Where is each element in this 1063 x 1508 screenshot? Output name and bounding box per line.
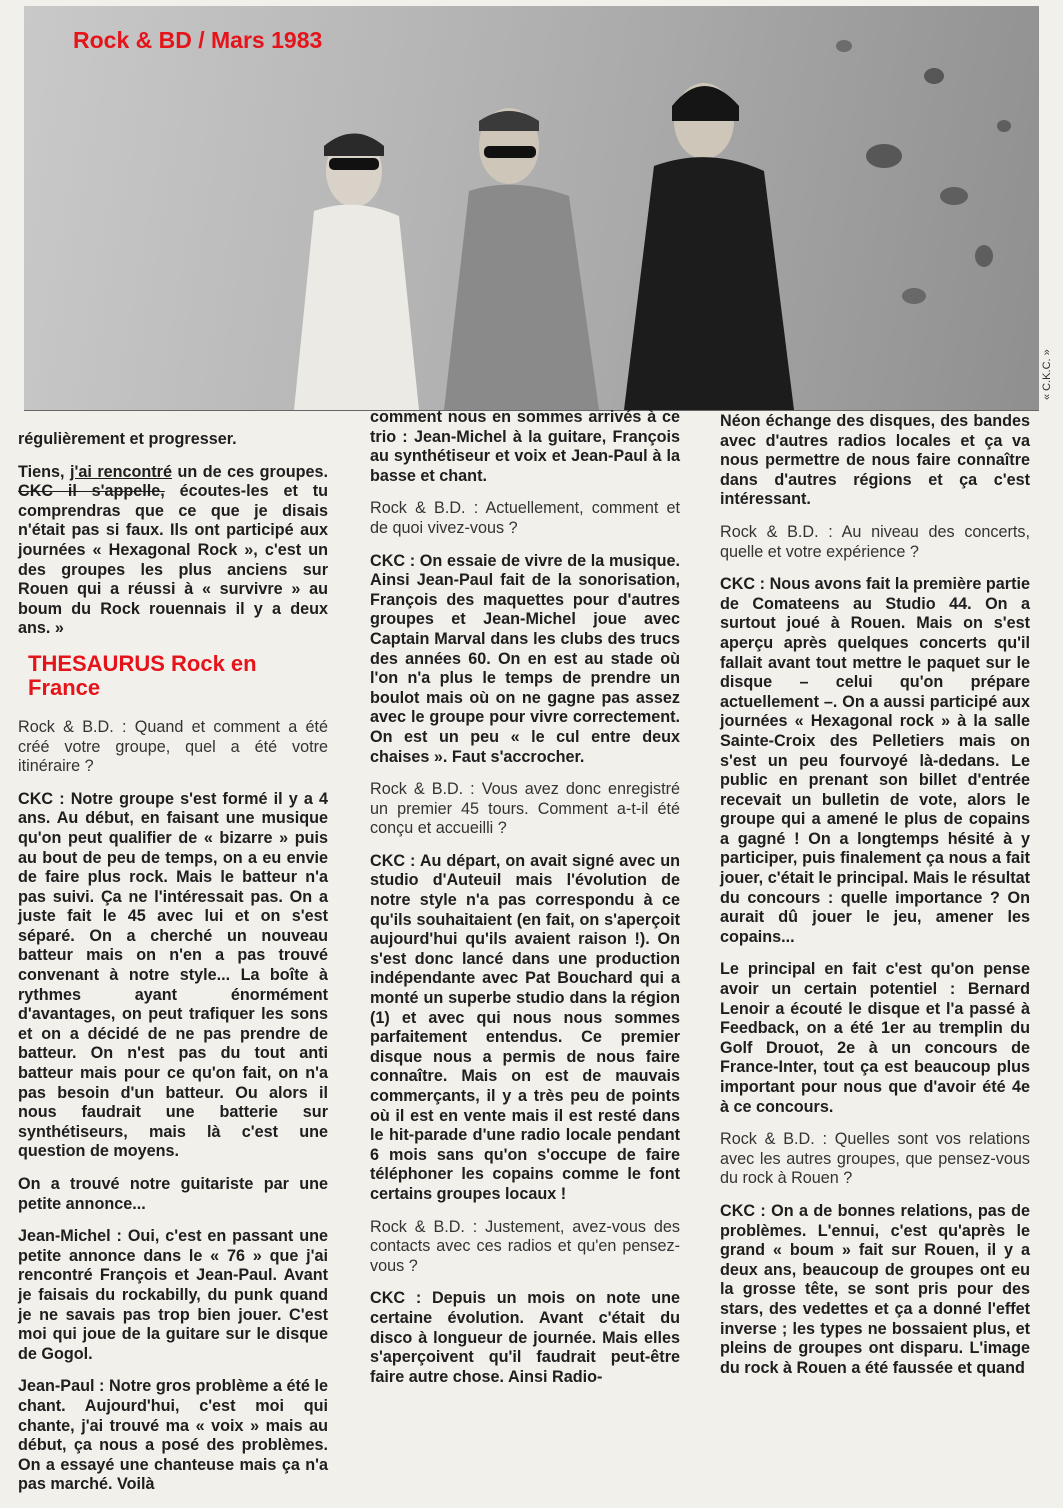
text-span-struck: CKC il s'appelle, (18, 482, 165, 501)
text-span: un de ces groupes. (172, 462, 328, 481)
article-column-2 (370, 408, 680, 1400)
question: Rock & B.D. : Au niveau des concerts, quelle et votre expérience ? (720, 522, 1030, 561)
answer: CKC : On a de bonnes relations, pas de problèmes. L'ennui, c'est qu'après le grand « boum » fait sur Rouen, il y a deux ans, beaucoup de groupes ont eu la grosse tête, se sont pris pour des stars, des vedettes et ça a donné l'effet inverse ; les types ne bossaient plus, et pleins de groupes ont disparu. L'image du rock à Rouen a été faussée et quand (720, 1201, 1030, 1377)
text-span: Tiens, (18, 462, 70, 481)
question: Rock & B.D. : Actuellement, comment et de quoi vivez-vous ? (370, 499, 680, 537)
article-column-3 (720, 412, 1030, 1391)
paragraph (18, 463, 328, 639)
answer: On a trouvé notre guitariste par une petite annonce... (18, 1175, 328, 1213)
article-column-1 (18, 430, 328, 1508)
question: Rock & B.D. : Vous avez donc enregistré un premier 45 tours. Comment a-t-il été conçu et accueilli ? (370, 780, 680, 838)
answer: Néon échange des disques, des bandes avec d'autres radios locales et ça va nous permettre de nous faire connaître dans d'autres régions et ça c'est intéressant. (720, 412, 1030, 509)
answer: CKC : Depuis un mois on note une certaine évolution. Avant c'était du disco à longueur de journée. Mais elles s'aperçoivent qu'il faudrait peut-être faire autre chose. Ainsi Radio- (370, 1289, 680, 1386)
text-span-underlined: j'ai rencontré (69, 462, 172, 481)
answer: Jean-Michel : Oui, c'est en passant une petite annonce dans le « 76 » que j'ai rencontré François et Jean-Paul. Avant je faisais du rockabilly, du punk quand je ne savais pas trop bien jouer. C'est moi qui joue de la guitare sur le disque de Gogol. (18, 1227, 328, 1363)
photo-credit: « C.K.C. » (1041, 349, 1053, 400)
question: Rock & B.D. : Quelles sont vos relations avec les autres groupes, que pensez-vous du rock à Rouen ? (720, 1130, 1030, 1188)
answer: Jean-Paul : Notre gros problème a été le chant. Aujourd'hui, c'est moi qui chante, j'ai trouvé ma « voix » mais au début, ça nous a posé des problèmes. On a essayé une chanteuse mais ça n'a pas marché. Voilà (18, 1377, 328, 1494)
answer: CKC : Nous avons fait la première partie de Comateens au Studio 44. On a surtout joué à Rouen. Mais on s'est aperçu après quelques concerts qu'il fallait avant tout mettre le paquet sur le disque – celui qu'on prépare actuellement –. On a aussi participé aux journées « Hexagonal rock » à la salle Sainte-Croix des Pelletiers mais on s'est un peu fourvoyé là-dedans. Le public en prenant son billet d'entrée recevait un bulletin de vote, alors le groupe qui a amené le plus de copains a gagné ! On a longtemps hésité à y participer, puis finalement ça nous a fait jouer, c'était le principal. Mais le résultat du concours : quelle importance ? On aurait dû jouer le jeu, amener les copains... (720, 575, 1030, 946)
band-photo-illustration (24, 6, 1039, 410)
answer: CKC : On essaie de vivre de la musique. Ainsi Jean-Paul fait de la sonorisation, François des maquettes pour d'autres groupes et Jean-Michel joue avec Captain Marval dans les clubs des trucs des années 60. On en est au stade où l'on n'a plus le temps de prendre un boulot mais où on ne gagne pas assez avec le groupe pour vivre correctement. On est un peu « le cul entre deux chaises ». Faut s'accrocher. (370, 551, 680, 766)
answer: Le principal en fait c'est qu'on pense avoir un certain potentiel : Bernard Lenoir a écouté le disque et l'a passé à Feedback, on a été 1er au tremplin du Golf Drouot, 2e à un concours de France-Inter, tout ça est beaucoup plus important pour nous que d'avoir été 4e à ce concours. (720, 960, 1030, 1116)
answer: CKC : Notre groupe s'est formé il y a 4 ans. Au début, en faisant une musique qu'on peut qualifier de « bizarre » puis au bout de peu de temps, on a eu envie de faire plus rock. Mais le batteur n'a pas suivi. Ça ne l'intéressait pas. On a juste fait le 45 avec lui et on s'est séparé. On a cherché un nouveau batteur mais on n'en a pas trouvé convenant à notre style... La boîte à rythmes ayant énormément d'avantages, on peut trafiquer les sons et on a décidé de ne pas prendre de batteur. On n'est pas du tout anti batteur mais pour ce qu'on fait, on n'a pas besoin d'un batteur. Ou alors il nous faudrait une batterie sur synthétiseurs, mais là c'est une question de moyens. (18, 789, 328, 1161)
answer: comment nous en sommes arrivés à ce trio : Jean-Michel à la guitare, François au synthétiseur et voix et Jean-Paul à la basse et chant. (370, 408, 680, 485)
source-label: Rock & BD / Mars 1983 (73, 27, 323, 53)
thesaurus-label: THESAURUS Rock en France (28, 650, 257, 700)
band-photo (24, 6, 1039, 411)
question: Rock & B.D. : Quand et comment a été créé votre groupe, quel a été votre itinéraire ? (18, 717, 328, 776)
paragraph: régulièrement et progresser. (18, 430, 237, 448)
text-span: écoutes-les et tu comprendras que ce que je disais n'était pas si faux. Ils ont participé aux journées « Hexagonal Rock », c'est un des groupes les plus anciens sur Rouen qui a réussi à « survivre » au boum du Rock rouennais il y a deux ans. » (18, 482, 328, 638)
answer: CKC : Au départ, on avait signé avec un studio d'Auteuil mais l'évolution de notre style n'a pas correspondu à ce qu'ils souhaitaient (en fait, on s'aperçoit aujourd'hui qu'ils avaient raison !). On s'est donc lancé dans une production indépendante avec Pat Bouchard qui a monté un superbe studio dans la région (1) et avec qui nous nous sommes parfaitement entendus. Ce premier disque nous a permis de nous faire connaître. Mais on est de mauvais commerçants, il y a très peu de points où il est en vente mais il est resté dans le hit-parade d'une radio locale pendant 6 mois sans qu'on s'occupe de faire téléphoner les copains comme le font certains groupes locaux ! (370, 851, 680, 1203)
question: Rock & B.D. : Justement, avez-vous des contacts avec ces radios et qu'en pensez-vous ? (370, 1217, 680, 1275)
